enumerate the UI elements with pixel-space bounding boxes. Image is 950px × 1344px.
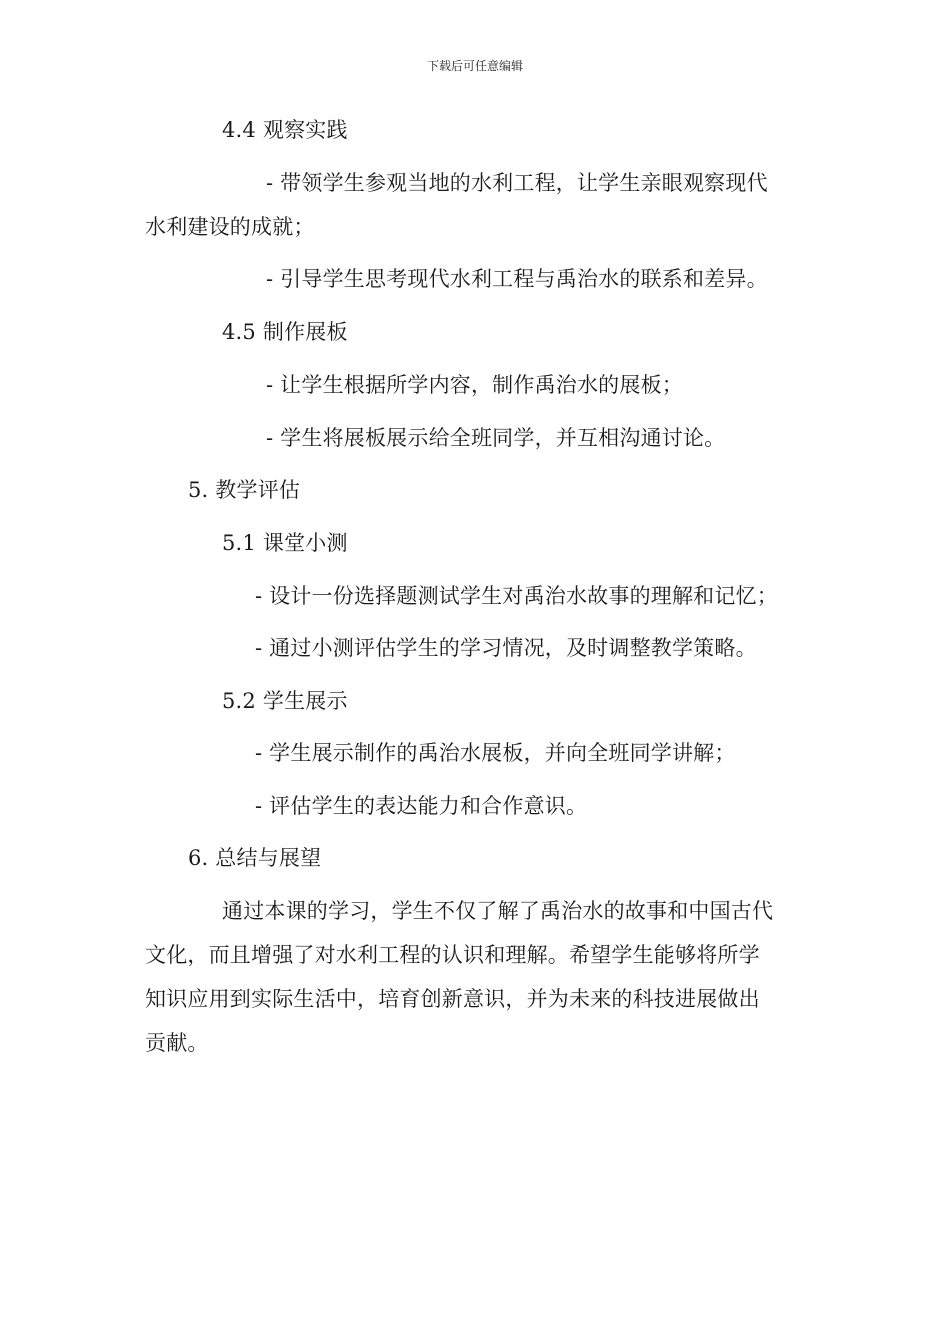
- bullet-5-2-2: - 评估学生的表达能力和合作意识。: [255, 794, 588, 818]
- bullet-4-5-2: - 学生将展板展示给全班同学，并互相沟通讨论。: [266, 426, 726, 450]
- paragraph-6-line-1: 通过本课的学习，学生不仅了解了禹治水的故事和中国古代: [222, 899, 774, 923]
- bullet-4-4-1-cont: 水利建设的成就；: [145, 215, 315, 239]
- page-header: 下载后可任意编辑: [426, 59, 523, 73]
- section-heading-5-2: 5.2 学生展示: [222, 689, 348, 713]
- bullet-4-4-2: - 引导学生思考现代水利工程与禹治水的联系和差异。: [266, 267, 768, 291]
- section-heading-5: 5. 教学评估: [188, 478, 301, 502]
- bullet-4-4-1: - 带领学生参观当地的水利工程，让学生亲眼观察现代: [266, 171, 768, 195]
- bullet-5-1-1: - 设计一份选择题测试学生对禹治水故事的理解和记忆；: [255, 584, 778, 608]
- section-heading-4-5: 4.5 制作展板: [222, 320, 348, 344]
- paragraph-6-line-4: 贡献。: [145, 1031, 209, 1055]
- section-heading-4-4: 4.4 观察实践: [222, 118, 348, 142]
- bullet-5-1-2: - 通过小测评估学生的学习情况，及时调整教学策略。: [255, 636, 757, 660]
- bullet-5-2-1: - 学生展示制作的禹治水展板，并向全班同学讲解；: [255, 741, 736, 765]
- section-heading-6: 6. 总结与展望: [188, 846, 322, 870]
- section-heading-5-1: 5.1 课堂小测: [222, 531, 348, 555]
- paragraph-6-line-2: 文化，而且增强了对水利工程的认识和理解。希望学生能够将所学: [145, 943, 760, 967]
- bullet-4-5-1: - 让学生根据所学内容，制作禹治水的展板；: [266, 373, 683, 397]
- paragraph-6-line-3: 知识应用到实际生活中，培育创新意识，并为未来的科技进展做出: [145, 987, 760, 1011]
